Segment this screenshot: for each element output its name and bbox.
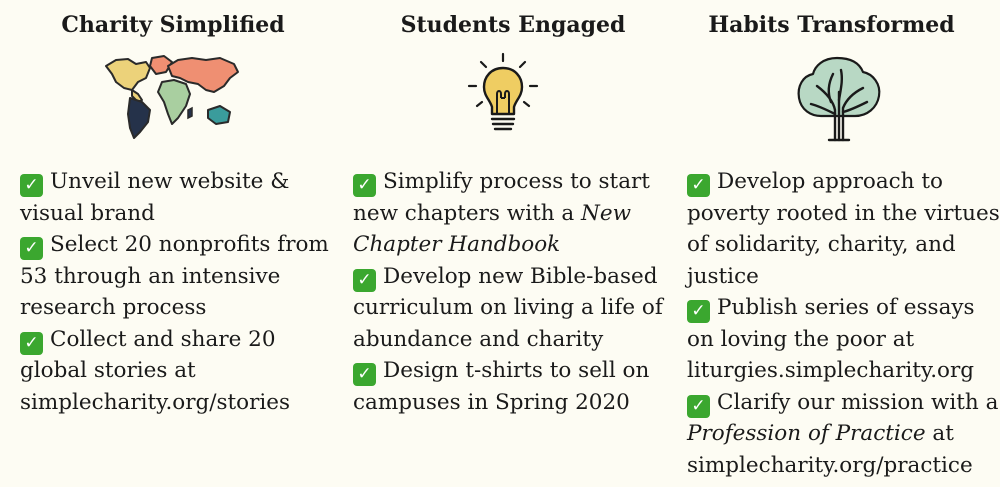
checkmark-icon: ✓ [20, 174, 43, 197]
list-item: ✓ Publish series of essays on loving the poor at liturgies.simplecharity.org [687, 295, 975, 383]
lightbulb-icon [463, 52, 543, 142]
column-heading: Charity Simplified [61, 12, 285, 38]
goal-list [687, 166, 1000, 481]
list-item: ✓ Clarify our mission with a Profession of Practice at simplecharity.org/practice [687, 389, 999, 478]
list-item: ✓ Unveil new website & visual brand [20, 169, 290, 226]
list-item: ✓ Select 20 nonprofits from 53 through an intensive research process [20, 232, 329, 320]
list-item: ✓ Design t-shirts to sell on campuses in Spring 2020 [353, 358, 650, 415]
column-charity-simplified [20, 0, 340, 487]
column-habits-transformed [687, 0, 1000, 487]
list-item: ✓ Simplify process to start new chapters with a New Chapter Handbook [353, 169, 650, 257]
goal-list [20, 166, 340, 418]
checkmark-icon: ✓ [353, 174, 376, 197]
checkmark-icon: ✓ [353, 363, 376, 386]
list-item: ✓ Develop new Bible-based curriculum on living a life of abundance and charity [353, 263, 663, 352]
checkmark-icon: ✓ [687, 300, 710, 323]
goal-list [353, 166, 673, 418]
checkmark-icon: ✓ [687, 174, 710, 197]
tree-icon [793, 52, 885, 144]
list-item: ✓ Develop approach to poverty rooted in the virtues of solidarity, charity, and justice [687, 169, 1000, 289]
checkmark-icon: ✓ [20, 332, 43, 355]
column-heading: Habits Transformed [708, 12, 955, 38]
checkmark-icon: ✓ [353, 269, 376, 292]
column-students-engaged [353, 0, 673, 487]
column-heading: Students Engaged [400, 12, 626, 38]
world-map-icon [102, 52, 242, 142]
checkmark-icon: ✓ [20, 237, 43, 260]
list-item: ✓ Collect and share 20 global stories at simplecharity.org/stories [20, 326, 291, 415]
checkmark-icon: ✓ [687, 395, 710, 418]
